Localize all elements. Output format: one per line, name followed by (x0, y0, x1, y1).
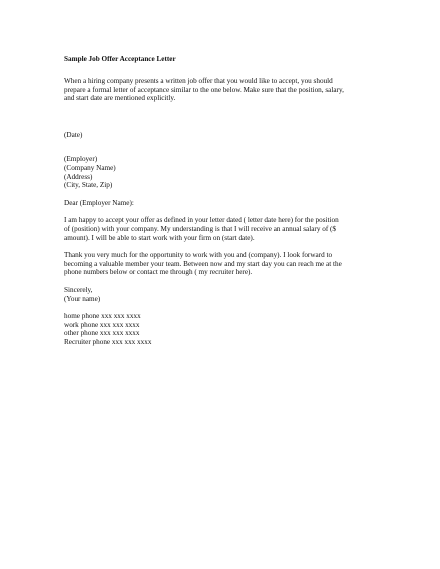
letter-page (64, 55, 384, 355)
body-paragraph-2 (64, 251, 384, 277)
phone-line: Recruiter phone xxx xxx xxxx (64, 337, 152, 346)
recipient-line: (City, State, Zip) (64, 181, 113, 190)
phone-line: home phone xxx xxx xxxx (64, 312, 141, 321)
body-line: of (position) with your company. My understanding is that I will receive an annual salary of ($ (64, 224, 336, 233)
recipient-line: (Employer) (64, 155, 98, 164)
phone-line: work phone xxx xxx xxxx (64, 320, 140, 329)
body-line: becoming a valuable member your team. Between now and my start day you can reach me at the (64, 259, 342, 268)
body-line: Thank you very much for the opportunity to work with you and (company). I look forward to (64, 251, 333, 260)
recipient-line: (Company Name) (64, 163, 116, 172)
intro-line: prepare a formal letter of acceptance similar to the one below. Make sure that the position, salary, (64, 85, 344, 94)
body-line: I am happy to accept your offer as defined in your letter dated ( letter date here) for the position (64, 216, 339, 225)
body-line: phone numbers below or contact me through ( my recruiter here). (64, 268, 253, 277)
closing-block (64, 286, 384, 303)
date-placeholder (64, 131, 384, 140)
body-paragraph-1 (64, 216, 384, 242)
signature-name: (Your name) (64, 294, 101, 303)
intro-line: and start date are mentioned explicitly. (64, 94, 176, 103)
date-text: (Date) (64, 130, 83, 139)
intro-paragraph (64, 77, 384, 103)
intro-line: When a hiring company presents a written job offer that you would like to accept, you should (64, 77, 333, 85)
salutation-text: Dear (Employer Name): (64, 198, 134, 207)
salutation (64, 199, 384, 208)
phone-line: other phone xxx xxx xxxx (64, 329, 140, 338)
letter-title: Sample Job Offer Acceptance Letter (64, 55, 176, 63)
closing-line: Sincerely, (64, 285, 93, 294)
recipient-line: (Address) (64, 172, 93, 181)
body-line: amount). I will be able to start work with your firm on (start date). (64, 233, 255, 242)
phone-list (64, 312, 384, 346)
recipient-block (64, 155, 384, 189)
